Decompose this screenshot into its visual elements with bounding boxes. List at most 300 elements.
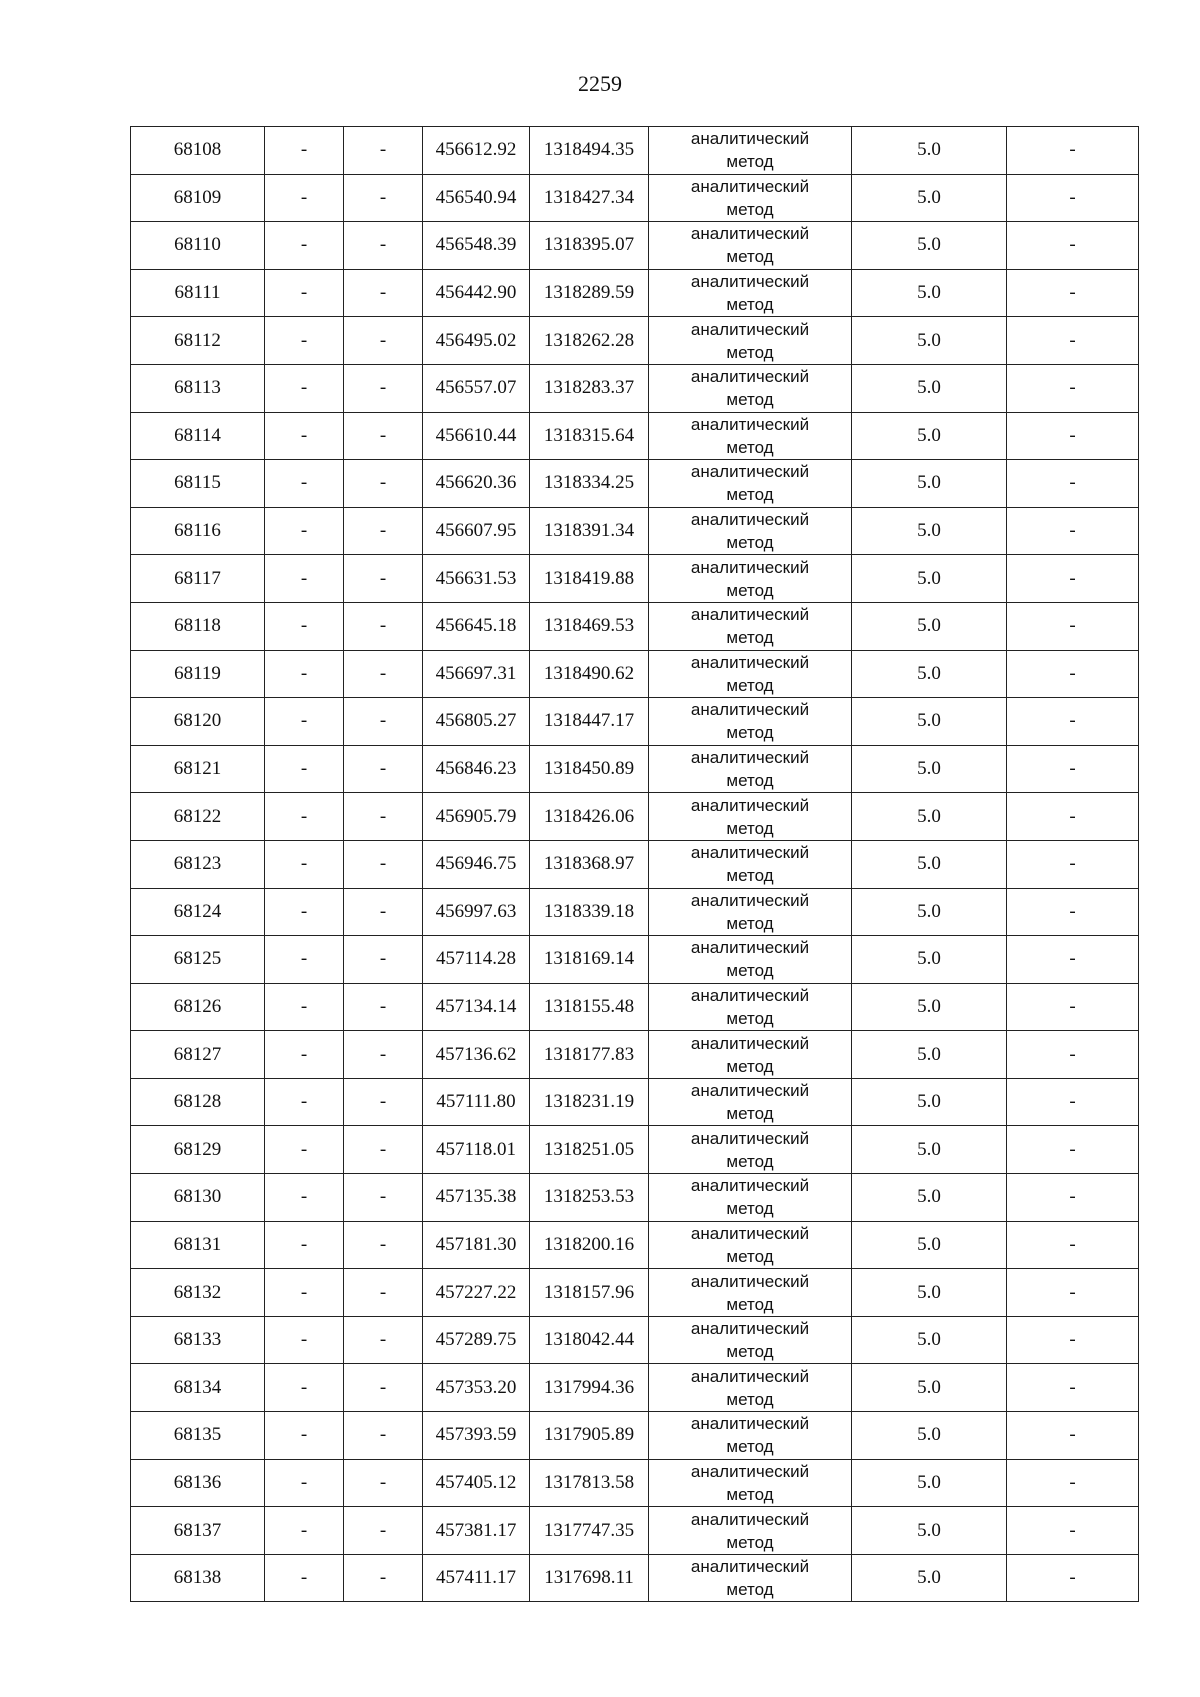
x-coordinate-cell: 456905.79 [423, 793, 530, 841]
method-cell [649, 1459, 852, 1507]
empty-cell-b: - [344, 317, 423, 365]
y-coordinate-cell: 1317813.58 [530, 1459, 649, 1507]
note-cell: - [1007, 364, 1139, 412]
empty-cell-a: - [265, 602, 344, 650]
empty-cell-b: - [344, 127, 423, 175]
method-cell [649, 364, 852, 412]
method-cell [649, 983, 852, 1031]
accuracy-cell: 5.0 [852, 1412, 1007, 1460]
method-line-2: метод [726, 818, 774, 838]
method-line-1: аналитический [690, 367, 810, 387]
empty-cell-a: - [265, 745, 344, 793]
note-cell: - [1007, 460, 1139, 508]
point-number-cell: 68115 [131, 460, 265, 508]
note-cell: - [1007, 983, 1139, 1031]
method-cell [649, 1507, 852, 1555]
note-cell: - [1007, 507, 1139, 555]
method-line-2: метод [726, 1294, 774, 1314]
method-line-1: аналитический [690, 224, 810, 244]
point-number-cell: 68138 [131, 1554, 265, 1602]
y-coordinate-cell: 1318334.25 [530, 460, 649, 508]
point-number-cell: 68134 [131, 1364, 265, 1412]
method-line-1: аналитический [690, 1176, 810, 1196]
method-cell [649, 507, 852, 555]
empty-cell-a: - [265, 1126, 344, 1174]
point-number-cell: 68136 [131, 1459, 265, 1507]
method-line-1: аналитический [690, 272, 810, 292]
accuracy-cell: 5.0 [852, 1174, 1007, 1222]
table-row [131, 1412, 1139, 1460]
method-cell [649, 936, 852, 984]
y-coordinate-cell: 1318469.53 [530, 602, 649, 650]
point-number-cell: 68137 [131, 1507, 265, 1555]
x-coordinate-cell: 457411.17 [423, 1554, 530, 1602]
method-line-2: метод [726, 723, 774, 743]
accuracy-cell: 5.0 [852, 1316, 1007, 1364]
accuracy-cell: 5.0 [852, 507, 1007, 555]
y-coordinate-cell: 1318177.83 [530, 1031, 649, 1079]
note-cell: - [1007, 1364, 1139, 1412]
y-coordinate-cell: 1318200.16 [530, 1221, 649, 1269]
x-coordinate-cell: 456631.53 [423, 555, 530, 603]
accuracy-cell: 5.0 [852, 1269, 1007, 1317]
x-coordinate-cell: 456495.02 [423, 317, 530, 365]
x-coordinate-cell: 457136.62 [423, 1031, 530, 1079]
y-coordinate-cell: 1318155.48 [530, 983, 649, 1031]
note-cell: - [1007, 1126, 1139, 1174]
empty-cell-b: - [344, 174, 423, 222]
table-row [131, 650, 1139, 698]
empty-cell-a: - [265, 269, 344, 317]
x-coordinate-cell: 456997.63 [423, 888, 530, 936]
accuracy-cell: 5.0 [852, 460, 1007, 508]
table-body [131, 127, 1139, 1602]
method-line-1: аналитический [690, 795, 810, 815]
method-cell [649, 650, 852, 698]
empty-cell-b: - [344, 1507, 423, 1555]
table-row [131, 269, 1139, 317]
y-coordinate-cell: 1318339.18 [530, 888, 649, 936]
x-coordinate-cell: 457135.38 [423, 1174, 530, 1222]
point-number-cell: 68119 [131, 650, 265, 698]
method-line-2: метод [726, 1580, 774, 1600]
x-coordinate-cell: 457181.30 [423, 1221, 530, 1269]
empty-cell-b: - [344, 698, 423, 746]
y-coordinate-cell: 1317905.89 [530, 1412, 649, 1460]
empty-cell-b: - [344, 460, 423, 508]
x-coordinate-cell: 457118.01 [423, 1126, 530, 1174]
x-coordinate-cell: 457134.14 [423, 983, 530, 1031]
point-number-cell: 68124 [131, 888, 265, 936]
x-coordinate-cell: 456442.90 [423, 269, 530, 317]
accuracy-cell: 5.0 [852, 1126, 1007, 1174]
accuracy-cell: 5.0 [852, 412, 1007, 460]
x-coordinate-cell: 456612.92 [423, 127, 530, 175]
empty-cell-a: - [265, 127, 344, 175]
y-coordinate-cell: 1318494.35 [530, 127, 649, 175]
method-line-2: метод [726, 1389, 774, 1409]
point-number-cell: 68118 [131, 602, 265, 650]
point-number-cell: 68135 [131, 1412, 265, 1460]
method-line-2: метод [726, 533, 774, 553]
method-line-1: аналитический [690, 319, 810, 339]
accuracy-cell: 5.0 [852, 127, 1007, 175]
note-cell: - [1007, 1031, 1139, 1079]
table-row [131, 983, 1139, 1031]
table-row [131, 364, 1139, 412]
point-number-cell: 68125 [131, 936, 265, 984]
y-coordinate-cell: 1318157.96 [530, 1269, 649, 1317]
empty-cell-b: - [344, 1078, 423, 1126]
note-cell: - [1007, 1221, 1139, 1269]
method-line-1: аналитический [690, 985, 810, 1005]
table-row [131, 1316, 1139, 1364]
empty-cell-b: - [344, 1316, 423, 1364]
method-cell [649, 269, 852, 317]
note-cell: - [1007, 793, 1139, 841]
y-coordinate-cell: 1318042.44 [530, 1316, 649, 1364]
empty-cell-a: - [265, 840, 344, 888]
method-cell [649, 1031, 852, 1079]
note-cell: - [1007, 1078, 1139, 1126]
accuracy-cell: 5.0 [852, 936, 1007, 984]
note-cell: - [1007, 840, 1139, 888]
empty-cell-b: - [344, 840, 423, 888]
coordinates-table [130, 126, 1139, 1602]
method-line-1: аналитический [690, 1319, 810, 1339]
x-coordinate-cell: 457289.75 [423, 1316, 530, 1364]
empty-cell-a: - [265, 1031, 344, 1079]
method-line-1: аналитический [690, 1461, 810, 1481]
y-coordinate-cell: 1318426.06 [530, 793, 649, 841]
method-line-1: аналитический [690, 557, 810, 577]
empty-cell-b: - [344, 793, 423, 841]
method-cell [649, 698, 852, 746]
empty-cell-b: - [344, 1269, 423, 1317]
method-cell [649, 1174, 852, 1222]
accuracy-cell: 5.0 [852, 555, 1007, 603]
point-number-cell: 68108 [131, 127, 265, 175]
empty-cell-a: - [265, 412, 344, 460]
y-coordinate-cell: 1318315.64 [530, 412, 649, 460]
accuracy-cell: 5.0 [852, 745, 1007, 793]
y-coordinate-cell: 1318427.34 [530, 174, 649, 222]
method-cell [649, 1078, 852, 1126]
table-row [131, 174, 1139, 222]
note-cell: - [1007, 936, 1139, 984]
empty-cell-b: - [344, 888, 423, 936]
empty-cell-a: - [265, 222, 344, 270]
point-number-cell: 68117 [131, 555, 265, 603]
note-cell: - [1007, 1269, 1139, 1317]
method-line-2: метод [726, 1199, 774, 1219]
y-coordinate-cell: 1318231.19 [530, 1078, 649, 1126]
x-coordinate-cell: 457353.20 [423, 1364, 530, 1412]
x-coordinate-cell: 457381.17 [423, 1507, 530, 1555]
method-line-1: аналитический [690, 1271, 810, 1291]
table-row [131, 1364, 1139, 1412]
y-coordinate-cell: 1318253.53 [530, 1174, 649, 1222]
table-row [131, 222, 1139, 270]
point-number-cell: 68116 [131, 507, 265, 555]
point-number-cell: 68109 [131, 174, 265, 222]
note-cell: - [1007, 269, 1139, 317]
accuracy-cell: 5.0 [852, 983, 1007, 1031]
method-line-1: аналитический [690, 1366, 810, 1386]
method-line-1: аналитический [690, 890, 810, 910]
method-line-2: метод [726, 199, 774, 219]
method-line-2: метод [726, 866, 774, 886]
x-coordinate-cell: 457114.28 [423, 936, 530, 984]
accuracy-cell: 5.0 [852, 1031, 1007, 1079]
point-number-cell: 68131 [131, 1221, 265, 1269]
y-coordinate-cell: 1318368.97 [530, 840, 649, 888]
table-row [131, 507, 1139, 555]
x-coordinate-cell: 456846.23 [423, 745, 530, 793]
point-number-cell: 68126 [131, 983, 265, 1031]
accuracy-cell: 5.0 [852, 698, 1007, 746]
empty-cell-a: - [265, 1364, 344, 1412]
table-row [131, 555, 1139, 603]
y-coordinate-cell: 1317994.36 [530, 1364, 649, 1412]
x-coordinate-cell: 456946.75 [423, 840, 530, 888]
note-cell: - [1007, 602, 1139, 650]
point-number-cell: 68129 [131, 1126, 265, 1174]
x-coordinate-cell: 457405.12 [423, 1459, 530, 1507]
empty-cell-b: - [344, 1554, 423, 1602]
empty-cell-a: - [265, 1554, 344, 1602]
empty-cell-a: - [265, 1174, 344, 1222]
method-cell [649, 1221, 852, 1269]
table-row [131, 317, 1139, 365]
table-row [131, 1269, 1139, 1317]
empty-cell-a: - [265, 1412, 344, 1460]
accuracy-cell: 5.0 [852, 364, 1007, 412]
method-line-2: метод [726, 628, 774, 648]
point-number-cell: 68121 [131, 745, 265, 793]
empty-cell-b: - [344, 1459, 423, 1507]
method-line-1: аналитический [690, 605, 810, 625]
table-row [131, 1221, 1139, 1269]
note-cell: - [1007, 698, 1139, 746]
x-coordinate-cell: 457111.80 [423, 1078, 530, 1126]
empty-cell-a: - [265, 650, 344, 698]
method-line-2: метод [726, 485, 774, 505]
empty-cell-b: - [344, 983, 423, 1031]
method-cell [649, 602, 852, 650]
point-number-cell: 68122 [131, 793, 265, 841]
accuracy-cell: 5.0 [852, 1364, 1007, 1412]
method-cell [649, 127, 852, 175]
method-line-2: метод [726, 580, 774, 600]
method-line-2: метод [726, 913, 774, 933]
x-coordinate-cell: 456610.44 [423, 412, 530, 460]
point-number-cell: 68110 [131, 222, 265, 270]
y-coordinate-cell: 1318450.89 [530, 745, 649, 793]
table-row [131, 745, 1139, 793]
x-coordinate-cell: 456540.94 [423, 174, 530, 222]
empty-cell-a: - [265, 555, 344, 603]
table-row [131, 1554, 1139, 1602]
table-row [131, 1126, 1139, 1174]
accuracy-cell: 5.0 [852, 602, 1007, 650]
method-line-1: аналитический [690, 1128, 810, 1148]
table-row [131, 840, 1139, 888]
method-line-1: аналитический [690, 414, 810, 434]
method-line-2: метод [726, 295, 774, 315]
note-cell: - [1007, 1316, 1139, 1364]
accuracy-cell: 5.0 [852, 1078, 1007, 1126]
empty-cell-b: - [344, 745, 423, 793]
empty-cell-b: - [344, 222, 423, 270]
method-line-2: метод [726, 675, 774, 695]
y-coordinate-cell: 1318283.37 [530, 364, 649, 412]
method-cell [649, 317, 852, 365]
empty-cell-b: - [344, 650, 423, 698]
empty-cell-a: - [265, 1507, 344, 1555]
empty-cell-a: - [265, 698, 344, 746]
note-cell: - [1007, 127, 1139, 175]
method-line-1: аналитический [690, 1033, 810, 1053]
accuracy-cell: 5.0 [852, 317, 1007, 365]
method-line-2: метод [726, 437, 774, 457]
accuracy-cell: 5.0 [852, 174, 1007, 222]
method-line-1: аналитический [690, 462, 810, 482]
note-cell: - [1007, 745, 1139, 793]
note-cell: - [1007, 1507, 1139, 1555]
table-row [131, 936, 1139, 984]
method-cell [649, 555, 852, 603]
y-coordinate-cell: 1318169.14 [530, 936, 649, 984]
y-coordinate-cell: 1318391.34 [530, 507, 649, 555]
y-coordinate-cell: 1318251.05 [530, 1126, 649, 1174]
method-cell [649, 1412, 852, 1460]
note-cell: - [1007, 412, 1139, 460]
table-row [131, 127, 1139, 175]
table-row [131, 888, 1139, 936]
method-line-2: метод [726, 152, 774, 172]
empty-cell-b: - [344, 1031, 423, 1079]
y-coordinate-cell: 1318395.07 [530, 222, 649, 270]
table-row [131, 602, 1139, 650]
empty-cell-b: - [344, 364, 423, 412]
x-coordinate-cell: 456697.31 [423, 650, 530, 698]
y-coordinate-cell: 1318490.62 [530, 650, 649, 698]
empty-cell-a: - [265, 1459, 344, 1507]
point-number-cell: 68132 [131, 1269, 265, 1317]
method-cell [649, 174, 852, 222]
method-line-1: аналитический [690, 129, 810, 149]
method-line-2: метод [726, 1104, 774, 1124]
accuracy-cell: 5.0 [852, 1221, 1007, 1269]
empty-cell-a: - [265, 983, 344, 1031]
method-line-2: метод [726, 1246, 774, 1266]
note-cell: - [1007, 1174, 1139, 1222]
x-coordinate-cell: 456607.95 [423, 507, 530, 555]
method-line-1: аналитический [690, 1509, 810, 1529]
y-coordinate-cell: 1318262.28 [530, 317, 649, 365]
method-line-1: аналитический [690, 938, 810, 958]
note-cell: - [1007, 1554, 1139, 1602]
method-cell [649, 1364, 852, 1412]
method-line-2: метод [726, 1532, 774, 1552]
empty-cell-a: - [265, 460, 344, 508]
y-coordinate-cell: 1317698.11 [530, 1554, 649, 1602]
method-line-2: метод [726, 1008, 774, 1028]
point-number-cell: 68128 [131, 1078, 265, 1126]
empty-cell-a: - [265, 1078, 344, 1126]
method-line-1: аналитический [690, 1557, 810, 1577]
y-coordinate-cell: 1318447.17 [530, 698, 649, 746]
x-coordinate-cell: 457227.22 [423, 1269, 530, 1317]
note-cell: - [1007, 1459, 1139, 1507]
note-cell: - [1007, 222, 1139, 270]
method-line-1: аналитический [690, 1081, 810, 1101]
method-line-2: метод [726, 342, 774, 362]
method-line-2: метод [726, 771, 774, 791]
empty-cell-b: - [344, 1221, 423, 1269]
page-number: 2259 [578, 71, 622, 96]
empty-cell-a: - [265, 1316, 344, 1364]
note-cell: - [1007, 317, 1139, 365]
method-cell [649, 412, 852, 460]
point-number-cell: 68120 [131, 698, 265, 746]
accuracy-cell: 5.0 [852, 793, 1007, 841]
point-number-cell: 68111 [131, 269, 265, 317]
empty-cell-a: - [265, 936, 344, 984]
method-cell [649, 1554, 852, 1602]
method-line-1: аналитический [690, 1414, 810, 1434]
method-line-2: метод [726, 247, 774, 267]
point-number-cell: 68114 [131, 412, 265, 460]
method-line-2: метод [726, 1484, 774, 1504]
table-row [131, 1459, 1139, 1507]
empty-cell-a: - [265, 793, 344, 841]
table-row [131, 412, 1139, 460]
point-number-cell: 68133 [131, 1316, 265, 1364]
empty-cell-b: - [344, 412, 423, 460]
y-coordinate-cell: 1318419.88 [530, 555, 649, 603]
table-row [131, 1174, 1139, 1222]
x-coordinate-cell: 456805.27 [423, 698, 530, 746]
empty-cell-b: - [344, 602, 423, 650]
empty-cell-a: - [265, 174, 344, 222]
note-cell: - [1007, 1412, 1139, 1460]
method-line-1: аналитический [690, 176, 810, 196]
x-coordinate-cell: 456548.39 [423, 222, 530, 270]
accuracy-cell: 5.0 [852, 840, 1007, 888]
y-coordinate-cell: 1317747.35 [530, 1507, 649, 1555]
method-line-1: аналитический [690, 700, 810, 720]
method-line-1: аналитический [690, 510, 810, 530]
table-row [131, 1078, 1139, 1126]
point-number-cell: 68127 [131, 1031, 265, 1079]
method-cell [649, 1269, 852, 1317]
point-number-cell: 68112 [131, 317, 265, 365]
table-row [131, 698, 1139, 746]
method-line-2: метод [726, 1056, 774, 1076]
accuracy-cell: 5.0 [852, 1554, 1007, 1602]
accuracy-cell: 5.0 [852, 222, 1007, 270]
note-cell: - [1007, 174, 1139, 222]
method-line-2: метод [726, 961, 774, 981]
x-coordinate-cell: 456645.18 [423, 602, 530, 650]
note-cell: - [1007, 888, 1139, 936]
accuracy-cell: 5.0 [852, 1507, 1007, 1555]
empty-cell-a: - [265, 364, 344, 412]
empty-cell-b: - [344, 1126, 423, 1174]
empty-cell-b: - [344, 269, 423, 317]
